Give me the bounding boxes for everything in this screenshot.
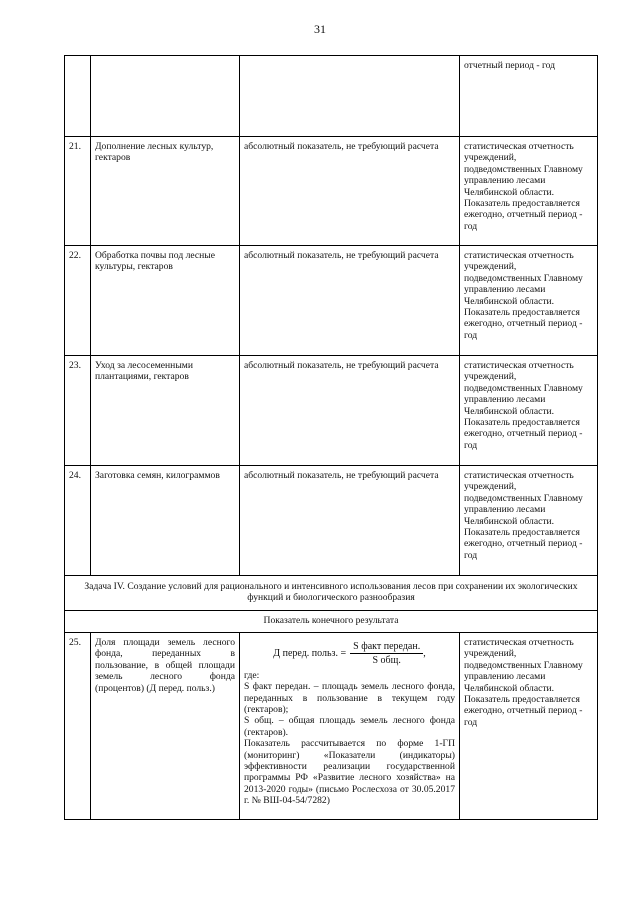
formula-tail: , — [423, 648, 426, 660]
cell-method: абсолютный показатель, не требующий расчета — [240, 466, 460, 576]
cell-num: 24. — [65, 466, 91, 576]
cell-method — [240, 56, 460, 137]
task-heading-row — [65, 576, 598, 611]
formula-where: где: — [244, 669, 260, 681]
cell-name — [91, 56, 240, 137]
formula-denominator: S общ. — [372, 655, 401, 667]
cell-method: абсолютный показатель, не требующий расчета — [240, 356, 460, 466]
cell-source: отчетный период - год — [460, 56, 598, 137]
table-row — [65, 56, 598, 137]
task-heading: Задача IV. Создание условий для рационального и интенсивного использования лесов при сохранении их экологических функций и биологического разнообразия — [65, 576, 598, 611]
cell-source: статистическая отчетность учреждений, подведомственных Главному управлению лесами Челябинской области. Показатель предоставляется ежегодно, отчетный период - год — [460, 466, 598, 576]
cell-source: статистическая отчетность учреждений, подведомственных Главному управлению лесами Челябинской области. Показатель предоставляется ежегодно, отчетный период - год — [460, 356, 598, 466]
indicators-table — [64, 55, 598, 820]
cell-source: статистическая отчетность учреждений, подведомственных Главному управлению лесами Челябинской области. Показатель предоставляется ежегодно, отчетный период - год — [460, 633, 598, 820]
formula — [244, 641, 455, 667]
table-row — [65, 137, 598, 246]
calculation-note: Показатель рассчитывается по форме 1-ГП (мониторинг) «Показатели (индикаторы) эффективности реализации государственной программы РФ «Развитие лесного хозяйства» на 2013-2020 годы» (письмо Рослесхоза от 30.05.2017 г. № ВШ-04-54/7282) — [244, 738, 455, 807]
formula-fraction — [350, 641, 423, 667]
cell-method: абсолютный показатель, не требующий расчета — [240, 246, 460, 356]
result-heading-row — [65, 611, 598, 633]
formula-numerator: S факт передан. — [350, 641, 423, 654]
cell-name: Уход за лесосеменными плантациями, гектаров — [91, 356, 240, 466]
cell-name: Заготовка семян, килограммов — [91, 466, 240, 576]
cell-method: абсолютный показатель, не требующий расчета — [240, 137, 460, 246]
cell-num: 25. — [65, 633, 91, 820]
formula-definition: S общ. – общая площадь земель лесного фонда (гектаров). — [244, 715, 455, 738]
cell-num — [65, 56, 91, 137]
cell-name: Доля площади земель лесного фонда, переданных в пользование, в общей площади земель лесного фонда (процентов) (Д перед. польз.) — [91, 633, 240, 820]
formula-left: Д перед. польз. = — [273, 648, 347, 660]
cell-name: Обработка почвы под лесные культуры, гектаров — [91, 246, 240, 356]
cell-num: 22. — [65, 246, 91, 356]
cell-source: статистическая отчетность учреждений, подведомственных Главному управлению лесами Челябинской области. Показатель предоставляется ежегодно, отчетный период - год — [460, 137, 598, 246]
cell-name: Дополнение лесных культур, гектаров — [91, 137, 240, 246]
formula-definition: S факт передан. – площадь земель лесного фонда, переданных в пользование в текущем году (гектаров); — [244, 681, 455, 716]
cell-num: 23. — [65, 356, 91, 466]
cell-source: статистическая отчетность учреждений, подведомственных Главному управлению лесами Челябинской области. Показатель предоставляется ежегодно, отчетный период - год — [460, 246, 598, 356]
table-row — [65, 633, 598, 820]
table-row — [65, 246, 598, 356]
cell-num: 21. — [65, 137, 91, 246]
table-row — [65, 466, 598, 576]
result-heading: Показатель конечного результата — [65, 611, 598, 633]
page-number: 31 — [314, 22, 326, 36]
cell-method — [240, 633, 460, 820]
table-row — [65, 356, 598, 466]
